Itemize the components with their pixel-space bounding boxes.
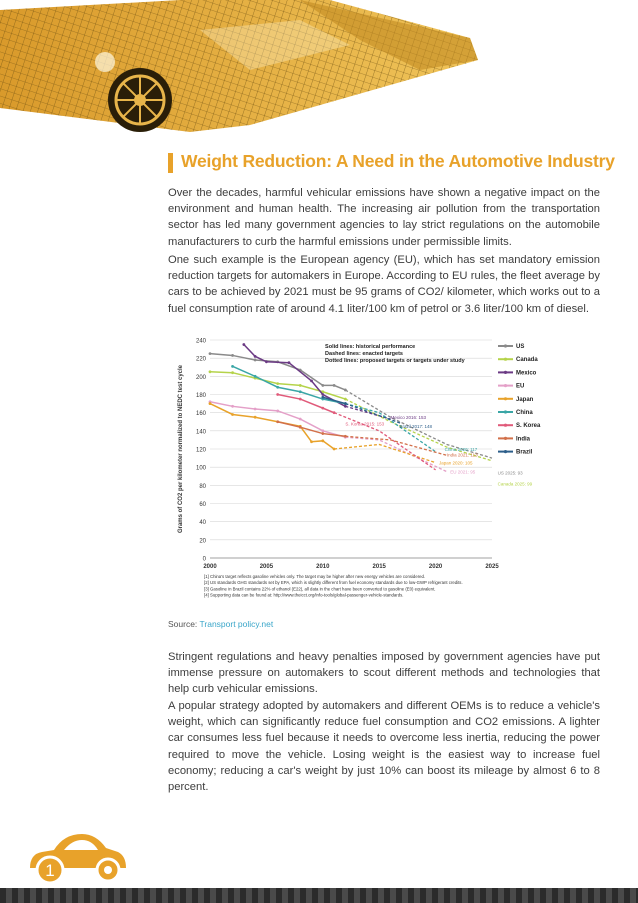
data-point	[276, 409, 279, 412]
data-point	[276, 420, 279, 423]
data-point	[299, 418, 302, 421]
legend-marker	[504, 344, 507, 347]
data-point	[310, 379, 313, 382]
y-tick-label: 120	[195, 447, 206, 454]
data-point	[299, 398, 302, 401]
data-point	[254, 375, 257, 378]
x-tick-label: 2010	[316, 564, 330, 570]
data-point	[265, 360, 268, 363]
y-tick-label: 160	[195, 411, 206, 418]
x-tick-label: 2025	[485, 564, 499, 570]
section-heading	[168, 151, 615, 177]
data-point	[254, 416, 257, 419]
series-target-line	[334, 444, 436, 462]
wireframe-car-image	[0, 0, 638, 138]
footer-strip	[0, 888, 638, 903]
y-tick-label: 200	[195, 374, 206, 381]
page-title: Weight Reduction: A Need in the Automotive Industry	[181, 151, 615, 171]
x-tick-label: 2000	[203, 564, 217, 570]
paragraph-emissions-intro: Over the decades, harmful vehicular emissions have shown a negative impact on the environment and human health. The increasing air pollution from the transportation sector has led many government agencies to lay strict regulations on the automobile manufacturers to curb the harmful emissions under permissible limits.	[168, 187, 600, 248]
y-tick-label: 100	[195, 465, 206, 472]
chart-annotation: Japan 2020: 105	[438, 460, 473, 466]
data-point	[321, 429, 324, 432]
chart-footnote: [2] US standards GHG standards set by EPA, which is slightly different from fuel economy standards due to low-GWP refrigerant credits.	[204, 580, 463, 586]
co2-emissions-chart	[168, 330, 548, 618]
chart-annotation: Canada 2025: 99	[497, 481, 533, 487]
y-tick-label: 180	[195, 393, 206, 399]
data-point	[321, 432, 324, 435]
data-point	[276, 386, 279, 389]
x-tick-label: 2020	[428, 564, 443, 570]
data-point	[209, 352, 212, 355]
legend-label: China	[516, 410, 533, 416]
data-point	[321, 393, 324, 396]
legend-marker	[504, 358, 507, 361]
chart-annotation: EU 2021: 95	[450, 469, 476, 475]
data-point	[333, 384, 336, 387]
line-key-label: Dotted lines: proposed targets or targets under study	[325, 358, 465, 364]
y-tick-label: 60	[199, 502, 206, 508]
chart-footnote: [3] Gasoline in Brazil contains 22% of ethanol (E22), all data in the chart have been converted to gasoline (E0) equivalent.	[204, 586, 436, 592]
legend-label: Canada	[516, 357, 538, 364]
y-tick-label: 220	[195, 356, 206, 363]
data-point	[254, 355, 257, 358]
legend-label: S. Korea	[516, 423, 541, 430]
y-tick-label: 0	[202, 556, 206, 563]
chart-annotation: US 2025: 93	[497, 470, 523, 476]
x-tick-label: 2015	[372, 564, 386, 570]
legend-marker	[504, 397, 507, 400]
data-point	[276, 393, 279, 396]
chart-footnote: [4] Supporting data can be found at: http://www.theicct.org/info-tools/global-passenger-vehicle-standards.	[204, 592, 404, 598]
legend-label: US	[516, 344, 525, 350]
data-point	[209, 402, 212, 405]
legend-label: Brazil	[516, 449, 533, 456]
line-key-label: Solid lines: historical performance	[325, 344, 416, 350]
y-tick-label: 240	[195, 338, 206, 345]
paragraph-regulations: Stringent regulations and heavy penalties imposed by government agencies have put immense pressure on automakers to scout different methods and technologies that help curb vehicular emissions.	[168, 651, 600, 696]
heading-accent-bar	[168, 153, 173, 173]
page-number: 1	[45, 861, 55, 880]
chart-annotation: China 2020: 117	[444, 446, 478, 452]
data-point	[276, 382, 279, 385]
data-point	[299, 384, 302, 387]
data-point	[231, 365, 234, 368]
y-tick-label: 20	[199, 538, 206, 545]
paragraph-weight-strategy: A popular strategy adopted by automakers and different OEMs is to reduce a vehicle's weight, which can significantly reduce fuel consumption and CO2 emissions. A lighter car consumes less fuel because it needs to overcome less inertia, reducing the power required to move the vehicle. Losing weight is the easiest way to increase fuel economy; reducing a car's weight by just 10% can boost its mileage by almost 6 to 8 percent.	[168, 700, 600, 794]
legend-label: Japan	[516, 396, 534, 403]
data-point	[321, 396, 324, 399]
legend-marker	[504, 424, 507, 427]
y-axis-label: Grams of CO2 per kilometer normalized to NEDC test cycle	[178, 364, 184, 534]
line-key-label: Dashed lines: enacted targets	[325, 351, 404, 357]
source-link[interactable]: Transport policy.net	[199, 619, 274, 629]
series-line-eu	[210, 402, 345, 437]
y-tick-label: 140	[195, 429, 206, 436]
hero-car-image	[0, 0, 638, 138]
y-tick-label: 80	[199, 483, 206, 490]
data-point	[231, 405, 234, 408]
source-line	[168, 619, 273, 629]
chart-annotation: S. Korea 2015: 153	[345, 421, 385, 427]
data-point	[254, 359, 257, 362]
legend-label: EU	[516, 383, 525, 390]
y-tick-label: 40	[199, 520, 206, 527]
data-point	[231, 371, 234, 374]
data-point	[321, 439, 324, 442]
data-point	[321, 407, 324, 410]
series-line-s-korea	[278, 395, 334, 413]
legend-marker	[504, 410, 507, 413]
footer-car-icon	[20, 820, 130, 890]
data-point	[299, 426, 302, 429]
legend-marker	[504, 437, 507, 440]
data-point	[288, 361, 291, 364]
chart-annotation: Brazil 2017: 148	[399, 424, 433, 430]
source-label: Source:	[168, 619, 200, 629]
legend-label: Mexico	[516, 370, 537, 377]
chart-annotation: India 2021: 113	[446, 452, 478, 458]
data-point	[209, 370, 212, 373]
data-point	[310, 440, 313, 443]
data-point	[231, 413, 234, 416]
data-point	[231, 354, 234, 357]
legend-label: India	[516, 436, 531, 443]
data-point	[254, 408, 257, 411]
chart-annotation: Mexico 2016: 153	[390, 415, 427, 421]
data-point	[299, 390, 302, 393]
legend-marker	[504, 371, 507, 374]
chart-footnote: [1] China's target reflects gasoline vehicles only. The target may be higher after new energy vehicles are considered.	[204, 574, 426, 579]
data-point	[321, 384, 324, 387]
legend-marker	[504, 384, 507, 387]
x-tick-label: 2005	[259, 564, 274, 570]
paragraph-eu-targets: One such example is the European agency (EU), which has set mandatory emission reduction targets for automakers in Europe. According to EU rules, the fleet average by cars to be achieved by 2021 must be 95 grams of CO2/ kilometer, which works out to a fuel consumption rate of around 4.1 liter/100 km of petrol or 3.6 liter/100 km of diesel.	[168, 254, 600, 315]
legend-marker	[504, 450, 507, 453]
data-point	[242, 343, 245, 346]
